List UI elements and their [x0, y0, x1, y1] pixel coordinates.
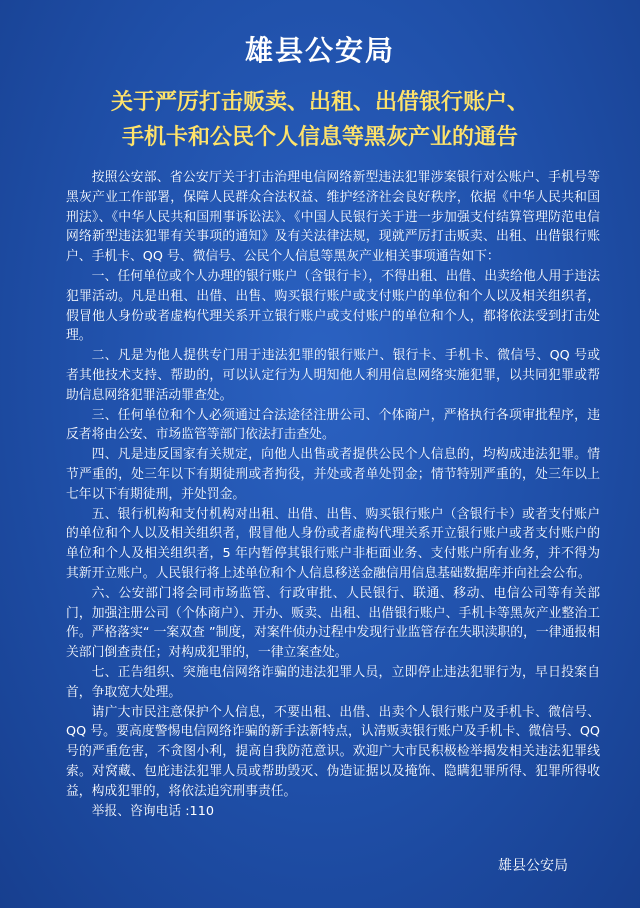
hotline-text: 举报、咨询电话 :110	[91, 803, 214, 819]
notice-title	[20, 85, 620, 155]
intro-paragraph: 按照公安部、省公安厅关于打击治理电信网络新型违法犯罪涉案银行对公账户、手机号等黑灰产业工作部署，保障人民群众合法权益、维护经济社会良好秩序，依据《中华人民共和国刑法》、《中华人民共和国刑事诉讼法》、《中国人民银行关于进一步加强支付结算管理防范电信网络新型违法犯罪有关事项的通知》及有关法律法规，现就严厉打击贩卖、出租、出借银行账户、手机卡、QQ 号、微信号、公民个人信息等黑灰产业相关事项通告如下：	[66, 170, 600, 265]
notice-body	[66, 168, 600, 821]
item-paragraph-2: 二、凡是为他人提供专门用于违法犯罪的银行账户、银行卡、手机卡、微信号、QQ 号或者其他技术支持、帮助的，可以认定行为人明知他人利用信息网络实施犯罪，以共同犯罪或帮助信息网络犯罪活动罪查处。	[66, 348, 600, 403]
notice-title-line-2: 手机卡和公民个人信息等黑灰产业的通告	[121, 125, 518, 150]
item-paragraph-5: 五、银行机构和支付机构对出租、出借、出售、购买银行账户（含银行卡）或者支付账户的单位和个人以及相关组织者，假冒他人身份或者虚构代理关系开立银行账户或者支付账户的单位和个人及相关组织者，5 年内暂停其银行账户非柜面业务、支付账户所有业务，并不得为其新开立账户。人民银行将上述单位和个人信息移送金融信用信息基础数据库并向社会公布。	[66, 506, 600, 581]
appeal-paragraph: 请广大市民注意保护个人信息，不要出租、出借、出卖个人银行账户及手机卡、微信号、QQ 号。要高度警惕电信网络诈骗的新手法新特点，认清贩卖银行账户及手机卡、微信号、QQ 号的严重危害，不贪图小利，提高自我防范意识。欢迎广大市民积极检举揭发相关违法犯罪线索。对窝藏、包庇违法犯罪人员或帮助毁灭、伪造证据以及掩饰、隐瞒犯罪所得、犯罪所得收益，构成犯罪的，将依法追究刑事责任。	[66, 704, 600, 799]
item-paragraph-6: 六、公安部门将会同市场监管、行政审批、人民银行、联通、移动、电信公司等有关部门，加强注册公司（个体商户）、开办、贩卖、出租、出借银行账户、手机卡等黑灰产业整治工作。严格落实“ 一案双查 ”制度，对案件侦办过程中发现行业监管存在失职渎职的，一律通报相关部门倒查责任；对构成犯罪的，一律立案查处。	[66, 585, 600, 661]
agency-title: 雄县公安局	[244, 34, 395, 67]
notice-title-line-1: 关于严厉打击贩卖、出租、出借银行账户、	[110, 90, 529, 115]
item-paragraph-3: 三、任何单位和个人必须通过合法途径注册公司、个体商户，严格执行各项审批程序，违反者将由公安、市场监管等部门依法打击查处。	[66, 407, 600, 443]
item-paragraph-4: 四、凡是违反国家有关规定，向他人出售或者提供公民个人信息的，均构成违法犯罪。情节严重的，处三年以下有期徒刑或者拘役，并处或者单处罚金；情节特别严重的，处三年以上七年以下有期徒刑，并处罚金。	[66, 447, 600, 502]
item-paragraph-1: 一、任何单位或个人办理的银行账户（含银行卡），不得出租、出借、出卖给他人用于违法犯罪活动。凡是出租、出借、出售、购买银行账户或支付账户的单位和个人以及相关组织者，假冒他人身份或者虚构代理关系开立银行账户或支付账户的单位和个人，都将依法受到打击处理。	[66, 268, 600, 344]
signature: 雄县公安局	[498, 858, 568, 874]
item-paragraph-7: 七、正告组织、突施电信网络诈骗的违法犯罪人员，立即停止违法犯罪行为，早日投案自首，争取宽大处理。	[66, 664, 600, 700]
